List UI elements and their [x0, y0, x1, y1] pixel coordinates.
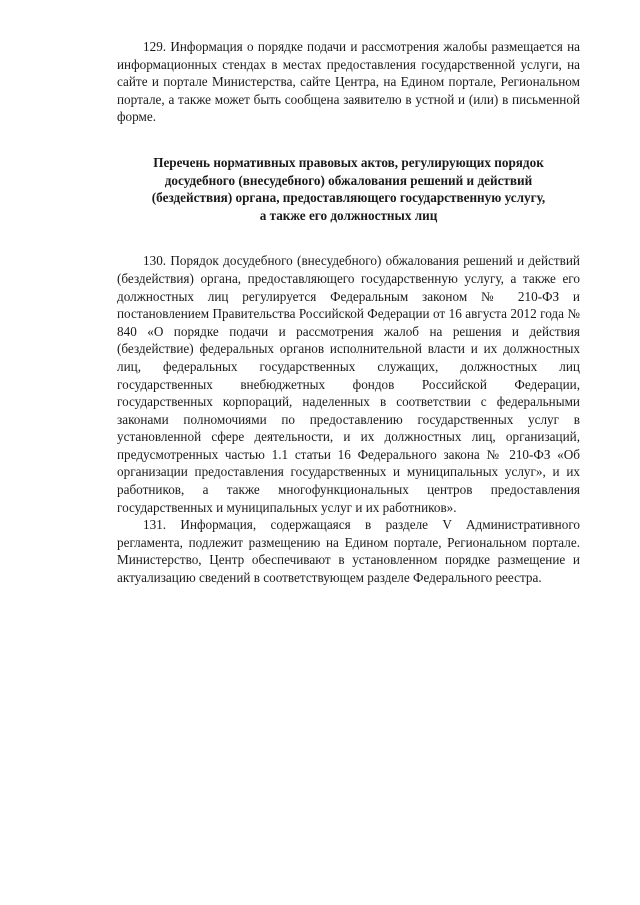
paragraph-131: 131. Информация, содержащаяся в разделе V Административного регламента, подлежит размещению на Едином портале, Региональном портале. Министерство, Центр обеспечивают в установленном порядке размещение и актуализацию сведений в соответствующем разделе Федерального реестра.: [117, 517, 580, 586]
paragraph-129: 129. Информация о порядке подачи и рассмотрения жалобы размещается на информационных стендах в местах предоставления государственной услуги, на сайте и портале Министерства, сайте Центра, на Едином портале, Региональном портале, а также может быть сообщена заявителю в устной и (или) в письменной форме.: [117, 39, 580, 125]
heading-line: досудебного (внесудебного) обжалования решений и действий: [164, 172, 533, 188]
document-content: [117, 38, 580, 587]
heading-line: Перечень нормативных правовых актов, регулирующих порядок: [153, 154, 544, 170]
heading-line: (бездействия) органа, предоставляющего государственную услугу,: [151, 190, 546, 206]
paragraph-130: 130. Порядок досудебного (внесудебного) обжалования решений и действий (бездействия) органа, предоставляющего государственную услугу, а также его должностных лиц регулируется Федеральным законом № 210-ФЗ и постановлением Правительства Российской Федерации от 16 августа 2012 года № 840 «О порядке подачи и рассмотрения жалоб на решения и действия (бездействие) федеральных органов исполнительной власти и их должностных лиц, федеральных государственных служащих, должностных лиц государственных внебюджетных фондов Российской Федерации, государственных корпораций, наделенных в соответствии с федеральными законами полномочиями по предоставлению государственных услуг в установленной сфере деятельности, и их должностных лиц, организаций, предусмотренных частью 1.1 статьи 16 Федерального закона № 210-ФЗ «Об организации предоставления государственных и муниципальных услуг», и их работников, а также многофункциональных центров предоставления государственных и муниципальных услуг и их работников».: [117, 253, 580, 515]
section-heading: [117, 154, 580, 224]
heading-line: а также его должностных лиц: [259, 207, 438, 223]
